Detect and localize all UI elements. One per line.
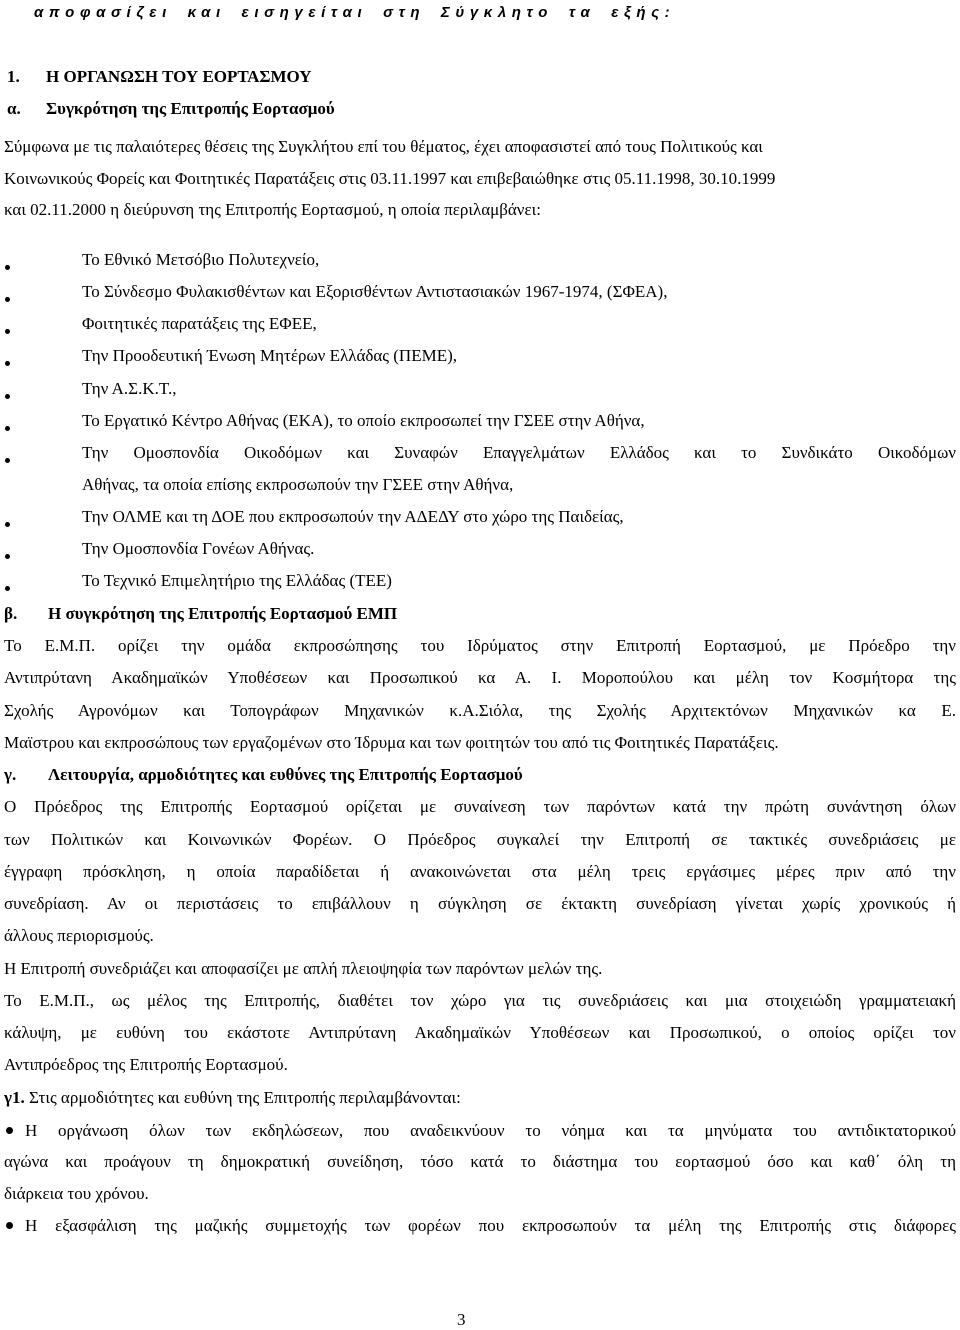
bullet-dot-icon — [5, 426, 10, 431]
section-c-para-line: άλλους περιορισμούς. — [4, 926, 154, 945]
section-c-para-line: των Πολιτικών και Κοινωνικών Φορέων. Ο Πρόεδρος συγκαλεί την Επιτροπή σε τακτικές συνεδριάσεις με — [4, 830, 956, 849]
section-b-title: Η συγκρότηση της Επιτροπής Εορτασμού ΕΜΠ — [48, 604, 398, 623]
section-c1-label: γ1. — [4, 1088, 25, 1107]
section-c-para-line: έγγραφη πρόσκληση, η οποία παραδίδεται ή ανακοινώνεται στα μέλη τρεις εργάσιμες μέρες πριν από την — [4, 862, 956, 881]
section-c-para-line: συνεδρίαση. Αν οι περιστάσεις το επιβάλλουν η σύγκληση σε έκτακτη συνεδρίαση γίνεται χωρίς χρονικούς ή — [4, 894, 956, 913]
bullet-dot-icon — [5, 586, 10, 591]
member-list-item: Την Ομοσπονδία Οικοδόμων και Συναφών Επαγγελμάτων Ελλάδος και το Συνδικάτο Οικοδόμων — [82, 443, 956, 462]
bullet-dot-icon — [6, 1127, 13, 1134]
section-c-para-line: κάλυψη, με ευθύνη του εκάστοτε Αντιπρύτανη Ακαδημαϊκών Υποθέσεων και Προσωπικού, ο οποίος ορίζει τον — [4, 1023, 956, 1042]
decision-heading: αποφασίζει και εισηγείται στη Σύγκλητο τα εξής: — [34, 4, 676, 21]
section-b-label: β. — [4, 604, 18, 623]
member-list-item: Φοιτητικές παρατάξεις της ΕΦΕΕ, — [82, 314, 317, 333]
section-a-para-line: και 02.11.2000 η διεύρυνση της Επιτροπής Εορτασμού, η οποία περιλαμβάνει: — [4, 200, 541, 219]
bullet-dot-icon — [5, 522, 10, 527]
member-list-item: Την Α.Σ.Κ.Τ., — [82, 379, 177, 398]
section-a-label: α. — [7, 99, 21, 118]
duty-list-item-continuation: διάρκεια του χρόνου. — [4, 1184, 149, 1203]
bullet-dot-icon — [5, 554, 10, 559]
section-c-para-line: Το Ε.Μ.Π., ως μέλος της Επιτροπής, διαθέτει τον χώρο για τις συνεδριάσεις και μια στοιχειώδη γραμματειακή — [4, 991, 956, 1010]
section-c1-heading — [4, 1087, 960, 1109]
bullet-dot-icon — [5, 329, 10, 334]
bullet-dot-icon — [6, 1222, 13, 1229]
section-c-title: Λειτουργία, αρμοδιότητες και ευθύνες της Επιτροπής Εορτασμού — [48, 765, 523, 784]
section-c-para-line: Αντιπρόεδρος της Επιτροπής Εορτασμού. — [4, 1055, 288, 1074]
duty-list-item: Η εξασφάλιση της μαζικής συμμετοχής των φορέων που εκπροσωπούν τα μέλη της Επιτροπής στις διάφορες — [25, 1216, 956, 1235]
bullet-dot-icon — [5, 394, 10, 399]
member-list-item: Το Εθνικό Μετσόβιο Πολυτεχνείο, — [82, 250, 320, 269]
section-1-number: 1. — [7, 67, 20, 86]
duty-list-item: Η οργάνωση όλων των εκδηλώσεων, που αναδεικνύουν το νόημα και τα μηνύματα του αντιδικτατορικού — [25, 1121, 956, 1140]
member-list-item: Την Προοδευτική Ένωση Μητέρων Ελλάδας (ΠΕΜΕ), — [82, 346, 457, 365]
member-list-item-continuation: Αθήνας, τα οποία επίσης εκπροσωπούν την ΓΣΕΕ στην Αθήνα, — [82, 475, 514, 494]
duty-list-item-continuation: αγώνα και προάγουν τη δημοκρατική συνείδηση, τόσο κατά το διάστημα του εορτασμού όσο και καθ΄ όλη τη — [4, 1152, 956, 1171]
section-c-para-line: Ο Πρόεδρος της Επιτροπής Εορτασμού ορίζεται με συναίνεση των παρόντων κατά την πρώτη συνάντηση όλων — [4, 797, 956, 816]
section-a-title: Συγκρότηση της Επιτροπής Εορτασμού — [46, 99, 335, 118]
section-a-para-line: Κοινωνικούς Φορείς και Φοιτητικές Παρατάξεις στις 03.11.1997 και επιβεβαιώθηκε στις 05.11.1998, 30.10.1999 — [4, 169, 776, 188]
page-number: 3 — [457, 1310, 466, 1329]
section-a-para-line: Σύμφωνα με τις παλαιότερες θέσεις της Συγκλήτου επί του θέματος, έχει αποφασιστεί από τους Πολιτικούς και — [4, 137, 763, 156]
bullet-dot-icon — [5, 265, 10, 270]
section-b-para-line: Μαϊστρου και εκπροσώπους των εργαζομένων στο Ίδρυμα και των φοιτητών του από τις Φοιτητικές Παρατάξεις. — [4, 733, 779, 752]
section-c-label: γ. — [4, 765, 17, 784]
member-list-item: Το Εργατικό Κέντρο Αθήνας (ΕΚΑ), το οποίο εκπροσωπεί την ΓΣΕΕ στην Αθήνα, — [82, 411, 645, 430]
member-list-item: Το Τεχνικό Επιμελητήριο της Ελλάδας (ΤΕΕ) — [82, 571, 392, 590]
member-list-item: Την ΟΛΜΕ και τη ΔΟΕ που εκπροσωπούν την ΑΔΕΔΥ στο χώρο της Παιδείας, — [82, 507, 624, 526]
section-c-para-line: Η Επιτροπή συνεδριάζει και αποφασίζει με απλή πλειοψηφία των παρόντων μελών της. — [4, 959, 603, 978]
section-1-title: Η ΟΡΓΑΝΩΣΗ ΤΟΥ ΕΟΡΤΑΣΜΟΥ — [46, 67, 312, 86]
bullet-dot-icon — [5, 361, 10, 366]
member-list-item: Το Σύνδεσμο Φυλακισθέντων και Εξορισθέντων Αντιστασιακών 1967-1974, (ΣΦΕΑ), — [82, 282, 668, 301]
bullet-dot-icon — [5, 458, 10, 463]
section-c1-intro: Στις αρμοδιότητες και ευθύνη της Επιτροπής περιλαμβάνονται: — [28, 1088, 461, 1107]
section-b-para-line: Σχολής Αγρονόμων και Τοπογράφων Μηχανικών κ.Α.Σιόλα, της Σχολής Αρχιτεκτόνων Μηχανικών κα Ε. — [4, 701, 956, 720]
member-list-item: Την Ομοσπονδία Γονέων Αθήνας. — [82, 539, 315, 558]
section-b-para-line: Το Ε.Μ.Π. ορίζει την ομάδα εκπροσώπησης του Ιδρύματος στην Επιτροπή Εορτασμού, με Πρόεδρο την — [4, 636, 956, 655]
bullet-dot-icon — [5, 297, 10, 302]
section-b-para-line: Αντιπρύτανη Ακαδημαϊκών Υποθέσεων και Προσωπικού κα Α. Ι. Μοροπούλου και μέλη τον Κοσμήτορα της — [4, 668, 956, 687]
